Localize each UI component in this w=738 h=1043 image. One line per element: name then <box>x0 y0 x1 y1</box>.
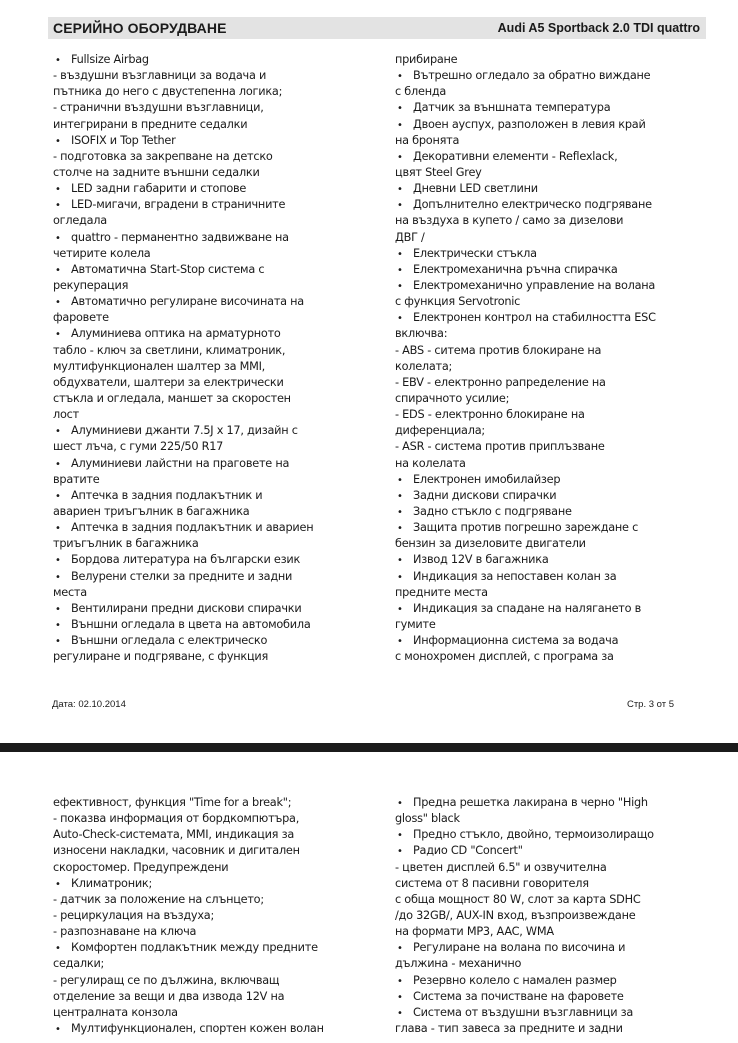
text-line: износени накладки, часовник и дигитален <box>53 844 300 858</box>
bullet-item: • LED задни габарити и стопове <box>53 181 335 197</box>
text-line: авариен триъгълник в багажника <box>53 504 250 518</box>
text-line: - показва информация от бордкомпютъра, <box>53 812 300 826</box>
page-header <box>48 17 706 39</box>
bullet-item: • Регулиране на волана по височина и <box>395 940 677 956</box>
text-line: - разпознаване на ключа <box>53 925 197 939</box>
bullet-item: • Алуминиеви джанти 7.5J x 17, дизайн с <box>53 423 335 439</box>
bullet-item: • Резервно колело с намален размер <box>395 973 677 989</box>
text-line: регулиране и подгряване, с функция <box>53 650 269 664</box>
text-line: - ASR - система против приплъзване <box>395 440 605 454</box>
text-line: - цветен дисплей 6.5" и озвучителна <box>395 860 607 874</box>
car-model: Audi A5 Sportback 2.0 TDI quattro <box>497 21 700 35</box>
text-line: столче на задните външни седалки <box>53 165 260 179</box>
bullet-item: • Вентилирани предни дискови спирачки <box>53 601 335 617</box>
text-line: Auto-Check-системата, MMI, индикация за <box>53 828 294 842</box>
bullet-item: • Задни дискови спирачки <box>395 488 677 504</box>
text-line: мултифункционален шалтер за MMI, <box>53 359 266 373</box>
text-line: спирачното усилие; <box>395 391 510 405</box>
text-line: gloss" black <box>395 812 460 826</box>
text-line: предните места <box>395 585 488 599</box>
bullet-item: • Аптечка в задния подлакътник и авариен <box>53 520 335 536</box>
text-line: седалки; <box>53 957 105 971</box>
text-line: рекуперация <box>53 278 129 292</box>
text-line: огледала <box>53 214 107 228</box>
text-line: триъгълник в багажника <box>53 537 199 551</box>
text-line: на формати MP3, AAC, WMA <box>395 925 554 939</box>
page1-left-column <box>53 52 335 665</box>
bullet-item: • Електронен контрол на стабилността ESC <box>395 310 677 326</box>
text-line: с монохромен дисплей, с програма за <box>395 650 614 664</box>
text-line: на въздуха в купето / само за дизелови <box>395 214 624 228</box>
bullet-item: • Датчик за външната температура <box>395 100 677 116</box>
text-line: глава - тип завеса за предните и задни <box>395 1021 623 1035</box>
page2-right-column <box>395 795 677 1037</box>
text-line: цвят Steel Grey <box>395 165 482 179</box>
bullet-item: • Декоративни елементи - Reflexlack, <box>395 149 677 165</box>
text-line: - рециркулация на въздуха; <box>53 908 215 922</box>
text-line: /до 32GB/, AUX-IN вход, възпроизвеждане <box>395 908 636 922</box>
text-line: ефективност, функция "Time for a break"; <box>53 796 292 809</box>
bullet-item: • Fullsize Airbag <box>53 52 335 68</box>
text-line: отделение за вещи и два извода 12V на <box>53 989 285 1003</box>
bullet-item: • Автоматично регулиране височината на <box>53 294 335 310</box>
document-title: СЕРИЙНО ОБОРУДВАНЕ <box>53 20 227 36</box>
text-line: - подготовка за закрепване на детско <box>53 149 273 163</box>
bullet-item: • Система от въздушни възглавници за <box>395 1005 677 1021</box>
footer-page-number: Стр. 3 от 5 <box>626 699 674 710</box>
text-line: интегрирани в предните седалки <box>53 117 248 131</box>
text-line: с обща мощност 80 W, слот за карта SDHC <box>395 892 641 906</box>
bullet-item: • Мултифункционален, спортен кожен волан <box>53 1021 335 1037</box>
text-line: система от 8 пасивни говорителя <box>395 876 589 890</box>
text-line: колелата; <box>395 359 453 373</box>
text-line: бензин за дизеловите двигатели <box>395 537 586 551</box>
text-line: - ABS - ситема против блокиране на <box>395 343 602 357</box>
bullet-item: • Външни огледала в цвета на автомобила <box>53 617 335 633</box>
text-line: - въздушни възглавници за водача и <box>53 69 267 83</box>
text-line: включва: <box>395 327 448 341</box>
bullet-item: • Вътрешно огледало за обратно виждане <box>395 68 677 84</box>
bullet-item: • Дневни LED светлини <box>395 181 677 197</box>
bullet-item: • Електронен имобилайзер <box>395 472 677 488</box>
bullet-item: • Предно стъкло, двойно, термоизолиращо <box>395 827 677 843</box>
bullet-item: • Електромеханична ръчна спирачка <box>395 262 677 278</box>
bullet-item: • Аптечка в задния подлакътник и <box>53 488 335 504</box>
text-line: лост <box>53 408 79 422</box>
text-line: табло - ключ за светлини, климатроник, <box>53 343 286 357</box>
bullet-item: • Двоен ауспух, разположен в левия край <box>395 117 677 133</box>
text-line: диференциала; <box>395 424 485 438</box>
text-line: - регулиращ се по дължина, включващ <box>53 973 280 987</box>
bullet-item: • Алуминиеви лайстни на праговете на <box>53 456 335 472</box>
text-line: на бронята <box>395 133 460 147</box>
page2-left-column <box>53 795 335 1037</box>
text-line: шест лъча, с гуми 225/50 R17 <box>53 440 224 454</box>
text-line: ДВГ / <box>395 230 425 244</box>
bullet-item: • Задно стъкло с подгряване <box>395 504 677 520</box>
bullet-item: • Информационна система за водача <box>395 633 677 649</box>
bullet-item: • Защита против погрешно зареждане с <box>395 520 677 536</box>
text-line: - датчик за положение на слънцето; <box>53 892 264 906</box>
bullet-item: • Климатроник; <box>53 876 335 892</box>
text-line: - EDS - електронно блокиране на <box>395 408 585 422</box>
text-line: - странични въздушни възглавници, <box>53 101 264 115</box>
bullet-item: • Предна решетка лакирана в черно "High <box>395 795 677 811</box>
text-line: дължина - механично <box>395 957 522 971</box>
bullet-item: • Велурени стелки за предните и задни <box>53 569 335 585</box>
bullet-item: • Индикация за непоставен колан за <box>395 569 677 585</box>
bullet-item: • Комфортен подлакътник между предните <box>53 940 335 956</box>
text-line: обдухватели, шалтери за електрически <box>53 375 284 389</box>
bullet-item: • Бордова литература на български език <box>53 552 335 568</box>
text-line: с функция Servotronic <box>395 295 521 309</box>
text-line: фаровете <box>53 311 109 325</box>
bullet-item: • ISOFIX и Top Tether <box>53 133 335 149</box>
bullet-item: • Извод 12V в багажника <box>395 552 677 568</box>
bullet-item: • Индикация за спадане на налягането в <box>395 601 677 617</box>
text-line: вратите <box>53 472 100 486</box>
text-line: скоростомер. Предупреждени <box>53 860 229 874</box>
bullet-item: • Автоматична Start-Stop система с <box>53 262 335 278</box>
text-line: прибиране <box>395 53 458 66</box>
text-line: с бленда <box>395 85 447 99</box>
text-line: - EBV - електронно рапределение на <box>395 375 606 389</box>
text-line: на колелата <box>395 456 466 470</box>
text-line: четирите колела <box>53 246 151 260</box>
bullet-item: • LED-мигачи, вградени в страничните <box>53 197 335 213</box>
text-line: места <box>53 585 87 599</box>
text-line: стъкла и огледала, маншет за скоростен <box>53 391 291 405</box>
bullet-item: • Външни огледала с електрическо <box>53 633 335 649</box>
bullet-item: • Електромеханично управление на волана <box>395 278 677 294</box>
bullet-item: • Електрически стъкла <box>395 246 677 262</box>
bullet-item: • Алуминиева оптика на арматурното <box>53 326 335 342</box>
bullet-item: • Допълнително електрическо подгряване <box>395 197 677 213</box>
text-line: централната конзола <box>53 1005 178 1019</box>
text-line: пътника до него с двустепенна логика; <box>53 85 283 99</box>
page-divider <box>0 743 738 752</box>
bullet-item: • quattro - перманентно задвижване на <box>53 230 335 246</box>
page1-right-column <box>395 52 677 665</box>
bullet-item: • Система за почистване на фаровете <box>395 989 677 1005</box>
bullet-item: • Радио CD "Concert" <box>395 843 677 859</box>
footer-date: Дата: 02.10.2014 <box>52 699 126 710</box>
text-line: гумите <box>395 617 436 631</box>
